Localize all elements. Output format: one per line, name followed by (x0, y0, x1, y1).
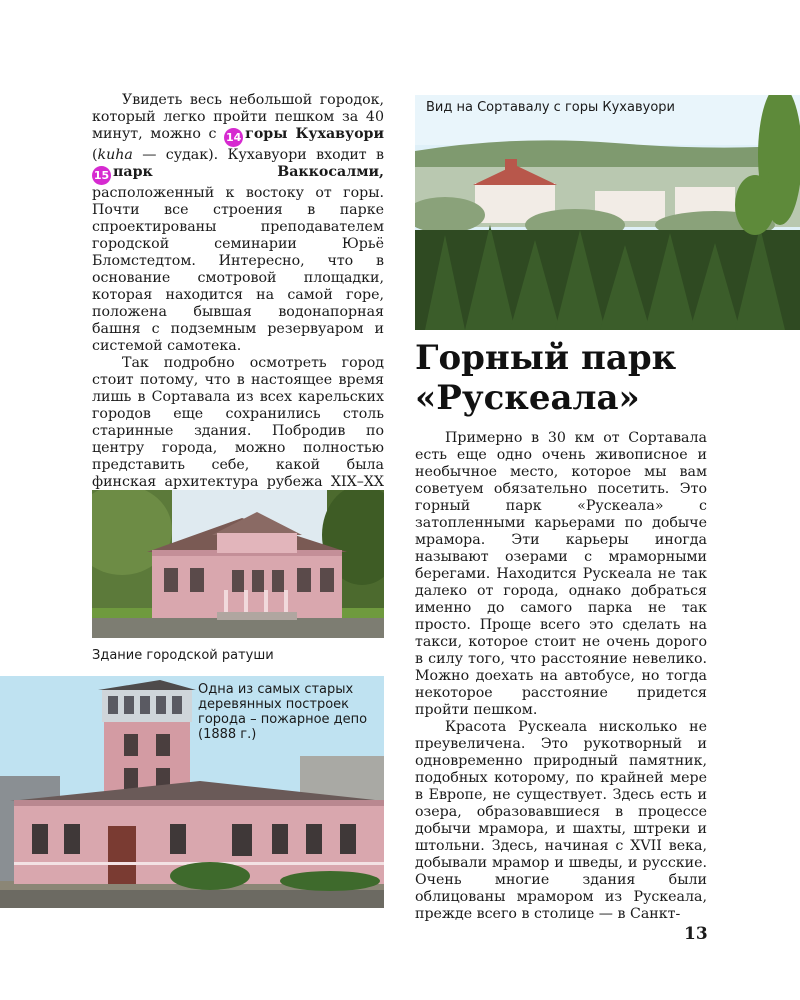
page-number: 13 (684, 924, 708, 944)
town-hall-caption: Здание городской ратуши (92, 648, 274, 663)
left-paragraph-1: Увидеть весь небольшой городок, который легко пройти пешком за 40 минут, можно с 14 горы Кухавуори (kuha — судак). Кухавуори входит в 15 парк Ваккосалми, расположенный к востоку от горы. Почти все строения в парке спроектированы преподавателем городской семинарии Юрьё Бломстедтом. Интересно, что в основание смотровой площадки, которая находится на самой горе, положена бывшая водонапорная башня с подземным резервуаром и системой самотека. (92, 92, 384, 354)
right-column-text (415, 430, 707, 923)
right-paragraph-1: Примерно в 30 км от Сортавала есть еще одно очень живописное и необычное место, которое мы вам советуем обязательно посетить. Это горный парк «Рускеала» с затопленными карьерами по добыче мрамора. Эти карьеры иногда называют озерами с мраморными берегами. Находится Рускеала не так далеко от города, однако добраться именно до самого парка не так просто. Проще всего это сделать на такси, которое стоит не очень дорого в силу того, что расстояние невелико. Можно доехать на автобусе, но тогда некоторое расстояние придется пройти пешком. (415, 430, 707, 718)
section-title: Горный парк «Рускеала» (415, 338, 677, 418)
sortavala-view-photo (415, 95, 800, 330)
fire-depot-caption: Одна из самых старых деревянных построек города – пожарное депо (1888 г.) (198, 682, 368, 742)
location-marker-14: 14 (224, 128, 243, 147)
right-paragraph-2: Красота Рускеала нисколько не преувеличена. Это рукотворный и одновременно природный памятник, подобных которому, по крайней мере в Европе, не существует. Здесь есть и озера, образовавшиеся в процессе добычи мрамора, и шахты, штреки и штольни. Здесь, начиная с XVII века, добывали мрамор и шведы, и русские. Очень многие здания были облицованы мрамором из Рускеала, прежде всего в столице — в Санкт- (415, 719, 707, 922)
location-marker-15: 15 (92, 166, 111, 185)
sortavala-view-caption: Вид на Сортавалу с горы Кухавуори (426, 100, 675, 115)
left-column-text (92, 92, 384, 508)
town-hall-photo (92, 490, 384, 638)
town-hall-illustration (92, 490, 384, 638)
left-paragraph-2: Так подробно осмотреть город стоит потому, что в настоящее время лишь в Сортавала из всех карельских городов еще сохранились столь старинные здания. Побродив по центру города, можно полностью представить себе, какой была финская архитектура рубежа XIX–XX (92, 355, 384, 490)
sortavala-view-illustration (415, 95, 800, 330)
